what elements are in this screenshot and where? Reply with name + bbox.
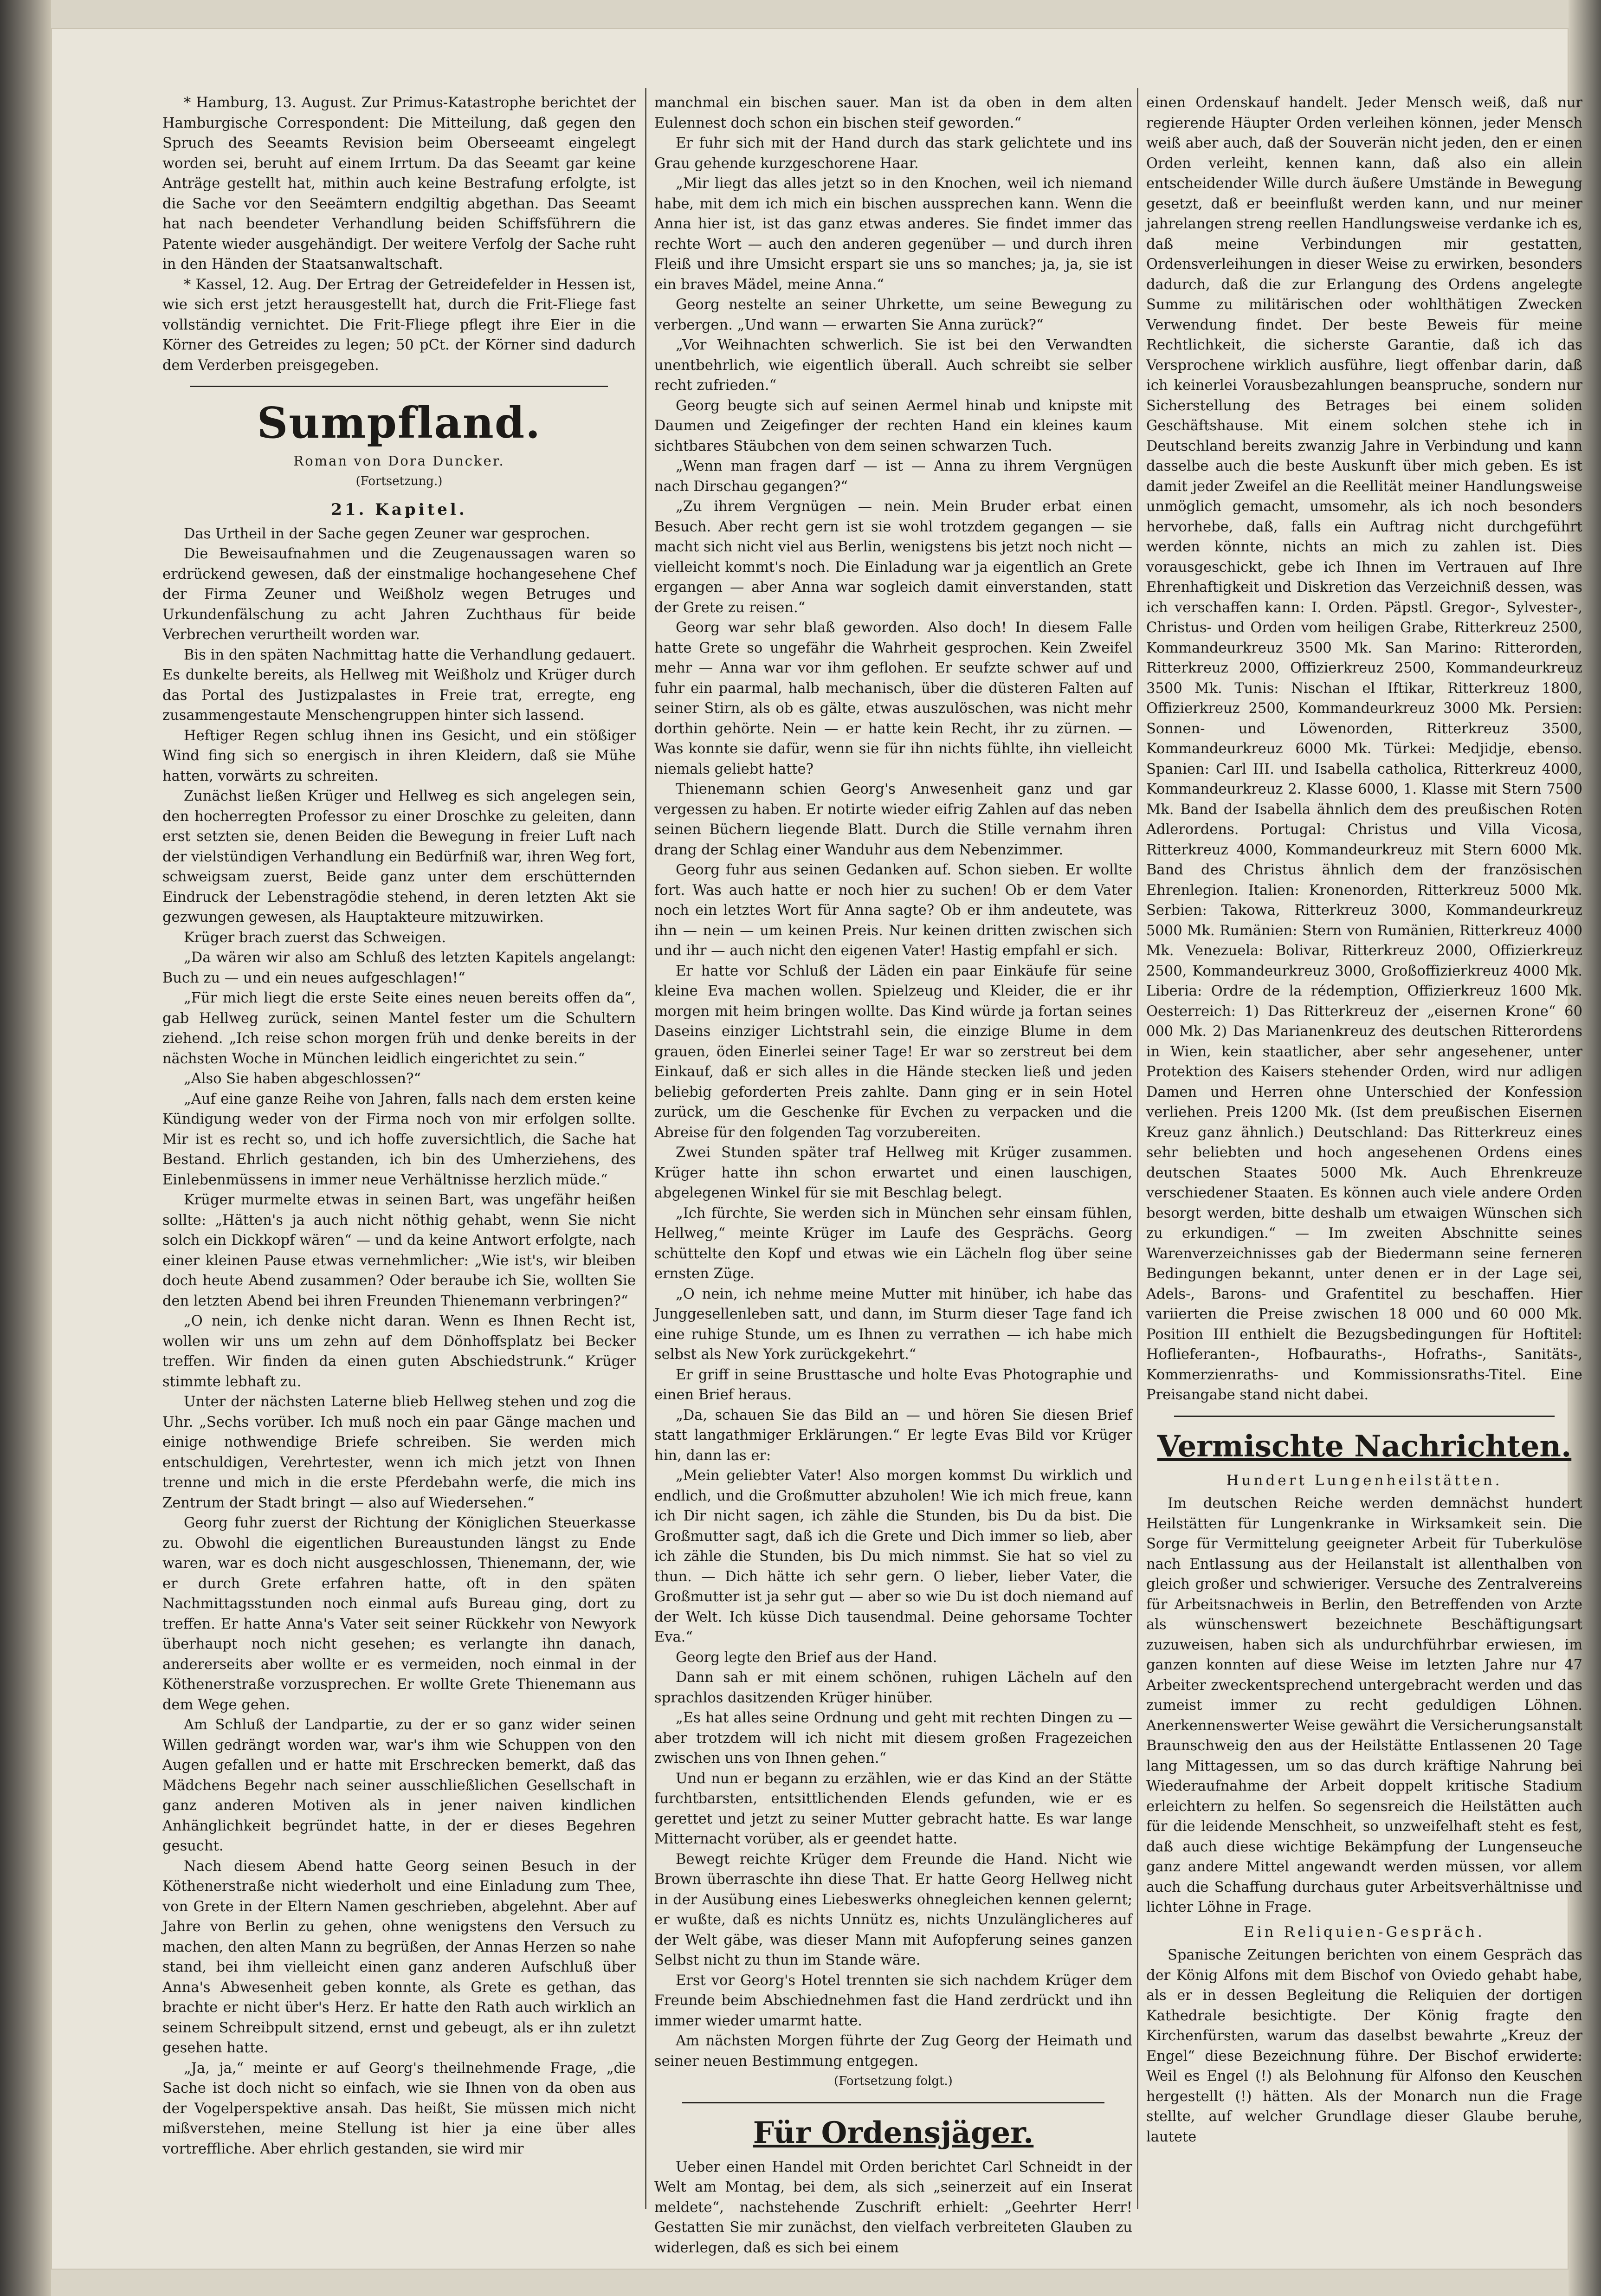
paragraph: Heftiger Regen schlug ihnen ins Gesicht, und ein stößiger Wind fing sich so energisch in ihren Kleidern, daß sie Mühe hatten, vorwärts zu schreiten. <box>162 727 636 784</box>
paragraph: Unter der nächsten Laterne blieb Hellweg stehen und zog die Uhr. „Sechs vorüber. Ich muß noch ein paar Gänge machen und einige nothwendige Briefe schreiben. Sie werden mich entschuldigen, Verehrtester, wenn ich mich jetzt von Ihnen trenne und mich in die erste Pferdebahn werfe, die mich ins Zentrum der Stadt bringt — also auf Wiedersehen.“ <box>162 1394 636 1511</box>
paragraph: Nach diesem Abend hatte Georg seinen Besuch in der Köthenerstraße nicht wiederholt und eine Einladung zum Thee, von Grete in der Eltern Namen geschrieben, abgelehnt. Aber auf Jahre von Berlin zu gehen, ohne wenigstens den Versuch zu machen, den alten Mann zu begrüßen, der Annas Herzen so nahe stand, bei ihm vielleicht einen ganz anderen Aufschluß über Anna's Abwesenheit geben konnte, als Grete es gethan, das brachte er nicht über's Herz. Er hatte den Rath auch wirklich an seinem Schreibpult sitzend, ernst und gebeugt, als er ihn zuletzt gesehen hatte. <box>162 1858 636 2056</box>
column-rule-1 <box>645 88 646 2209</box>
paragraph: „Zu ihrem Vergnügen — nein. Mein Bruder erbat einen Besuch. Aber recht gern ist sie wohl trotzdem gegangen — sie macht sich nicht viel aus Berlin, wenigstens bis jetzt noch nicht — vielleicht kommt's noch. Die Einladung war ja eigentlich an Grete ergangen — aber Anna war sogleich damit einverstanden, statt der Grete zu reisen.“ <box>654 498 1132 616</box>
paragraph: Georg fuhr zuerst der Richtung der Königlichen Steuerkasse zu. Obwohl die eigentlichen Bureaustunden längst zu Ende waren, war es doch nicht ausgeschlossen, Thienemann, der, wie er durch Grete erfahren hatte, oft in den späten Nachmittagsstunden noch einmal aufs Bureau ging, dort zu treffen. Er hatte Anna's Vater seit seiner Rückkehr von Newyork überhaupt noch nicht gesehen; es verlangte ihn danach, andererseits aber wollte er es vermeiden, noch einmal in der Köthenerstraße vorzusprechen. Er wollte Grete Thienemann aus dem Wege gehen. <box>162 1515 636 1713</box>
paragraph: Georg beugte sich auf seinen Aermel hinab und knipste mit Daumen und Zeigefinger der rechten Hand ein kleines kaum sichtbares Stäubchen von dem seinen schwarzen Tuch. <box>654 397 1132 454</box>
paragraph: „O nein, ich denke nicht daran. Wenn es Ihnen Recht ist, wollen wir uns um zehn auf dem Dönhoffsplatz bei Becker treffen. Wir finden da einen guten Abschiedstrunk.“ Krüger stimmte lebhaft zu. <box>162 1313 636 1390</box>
paragraph: Georg war sehr blaß geworden. Also doch! In diesem Falle hatte Grete so ungefähr die Wahrheit gesprochen. Kein Zweifel mehr — Anna war vor ihm geflohen. Er seufzte schwer auf und fuhr ein paarmal, halb mechanisch, über die düsteren Falten auf seiner Stirn, als ob es gälte, etwas auszulöschen, was nicht mehr dorthin gehörte. Nein — er hatte kein Recht, ihr zu zürnen. — Was konnte sie dafür, wenn sie für ihn nichts fühlte, ihn vielleicht niemals geliebt hatte? <box>654 620 1132 777</box>
paragraph: „Es hat alles seine Ordnung und geht mit rechten Dingen zu — aber trotzdem will ich nicht mit diesem großen Fragezeichen zwischen uns von Ihnen gehen.“ <box>654 1710 1132 1766</box>
paragraph: „Mein geliebter Vater! Also morgen kommst Du wirklich und endlich, und die Großmutter abzuholen! Wie ich mich freue, kann ich Dir nicht sagen, ich zähle die Stunden, bis Du da bist. Die Großmutter sagt, daß ich die Grete und Dich immer so lieb, aber ich zähle die Stunden, bis Du mich nimmst. Sie hat so viel zu thun. — Dich hätte ich sehr gern. O lieber, lieber Vater, die Großmutter ist ja sehr gut — aber so wie Du ist doch niemand auf der Welt. Ich küsse Dich tausendmal. Deine gehorsame Tochter Eva.“ <box>654 1468 1132 1645</box>
paragraph: Georg legte den Brief aus der Hand. <box>676 1649 937 1666</box>
paragraph: „Vor Weihnachten schwerlich. Sie ist bei den Verwandten unentbehrlich, wie eigentlich überall. Auch schreibt sie selber recht zufrieden.“ <box>654 337 1132 394</box>
column-1 <box>162 93 636 2209</box>
item-text: Im deutschen Reiche werden demnächst hundert Heilstätten für Lungenkranke in Wirksamkeit sein. Die Sorge für Vermittelung geeigneter Arbeit für Tuberkulöse nach Entlassung aus der Heilanstalt ist allenthalben von gleich großer und schwieriger. Versuche des Zentralvereins für Arbeitsnachweis in Berlin, den Betreffenden von Arzte als wünschenswert bezeichnete Beschäftigungsart zuzuweisen, haben sich als undurchführbar erwiesen, im ganzen konnten auf diese Weise im letzten Jahre nur 47 Arbeiter zweckentsprechend untergebracht werden und das zumeist immer zu recht geduldigen Löhnen. Anerkennenswerter Weise gewährt die Versicherungsanstalt Braunschweig den aus der Heilstätte Entlassenen 20 Tage lang Mittagessen, um so das durch kräftige Nahrung bei Wiederaufnahme der Arbeit doppelt kritische Stadium erleichtern zu helfen. So segensreich die Heilstätten auch für die leidende Menschheit, so unzweifelhaft steht es fest, daß auch diese wichtige Bekämpfung der Lungenseuche ganz andere Mittel angewandt werden müssen, vor allem auch die Schaffung durchaus guter Arbeitsverhältnisse und lichter Löhne in Frage. <box>1146 1495 1582 1915</box>
paragraph: Das Urtheil in der Sache gegen Zeuner war gesprochen. <box>184 525 590 542</box>
paragraph: „Ja, ja,“ meinte er auf Georg's theilnehmende Frage, „die Sache ist doch nicht so einfach, wie sie Ihnen von da oben aus der Vogelperspektive ansah. Das heißt, Sie müssen mich nicht mißverstehen, meine Stellung ist hier ja eine über alles vortreffliche. Aber ehrlich gestanden, sie wird mir <box>162 2060 636 2157</box>
paragraph: Krüger murmelte etwas in seinen Bart, was ungefähr heißen sollte: „Hätten's ja auch nicht nöthig gehabt, wenn Sie nicht solch ein Dickkopf wären“ — und da keine Antwort erfolgte, nach einer kleinen Pause etwas vernehmlicher: „Wie ist's, wir bleiben doch heute Abend zusammen? Oder beraube ich Sie, wollten Sie den letzten Abend bei ihren Freunden Thienemann verbringen?“ <box>162 1192 636 1309</box>
news-hamburg: * Hamburg, 13. August. Zur Primus-Katastrophe berichtet der Hamburgische Correspondent: Die Mitteilung, daß gegen den Spruch des Seeamts Revision beim Oberseeamt eingelegt worden sei, beruht auf einem Irrtum. Da das Seeamt gar keine Anträge gestellt hat, mithin auch keine Bestrafung erfolgte, ist die Sache vor den Seeämtern endgiltig abgethan. Das Seeamt hat nach beendeter Verhandlung beiden Schiffsführern die Patente wieder ausgehändigt. Der weitere Verfolg der Sache ruht in den Händen der Staatsanwaltschaft. <box>162 95 636 272</box>
paragraph: „Da, schauen Sie das Bild an — und hören Sie diesen Brief statt langathmiger Erklärungen.“ Er legte Evas Bild vor Krüger hin, dann las er: <box>654 1407 1132 1464</box>
section-divider <box>682 2102 1104 2103</box>
column-3 <box>1146 93 1582 2209</box>
news-kassel: * Kassel, 12. Aug. Der Ertrag der Getreidefelder in Hessen ist, wie sich erst jetzt herausgestellt hat, durch die Frit-Fliege fast vollständig vernichtet. Die Frit-Fliege pflegt ihre Eier in die Körner des Getreides zu legen; 50 pCt. der Körner sind dadurch dem Verderben preisgegeben. <box>162 276 636 374</box>
column-rule-2 <box>1137 88 1138 2209</box>
novel-title: Sumpfland. <box>257 398 542 448</box>
chapter-heading: 21. Kapitel. <box>331 500 467 519</box>
paragraph: „Ich fürchte, Sie werden sich in München sehr einsam fühlen, Hellweg,“ meinte Krüger im Laufe des Gesprächs. Georg schüttelte den Kopf und etwas wie ein Lächeln flog über seine ernsten Züge. <box>654 1205 1132 1282</box>
paragraph: Bis in den späten Nachmittag hatte die Verhandlung gedauert. Es dunkelte bereits, als Hellweg mit Weißholz und Krüger durch das Portal des Justizpalastes in Freie trat, erregte, eng zusammengestaute Menschengruppen hinter sich lassend. <box>162 647 636 724</box>
column-2 <box>654 93 1132 2256</box>
paragraph: Am nächsten Morgen führte der Zug Georg der Heimath und seiner neuen Bestimmung entgegen. <box>654 2033 1132 2070</box>
paragraph: „Also Sie haben abgeschlossen?“ <box>184 1071 421 1087</box>
item-text: Spanische Zeitungen berichten von einem Gespräch das der König Alfons mit dem Bischof von Oviedo gehabt habe, als er in dessen Begleitung die Reliquien der dortigen Kathedrale besichtigte. Der König fragte den Kirchenfürsten, warum das daselbst bewahrte „Kreuz der Engel“ diese Bezeichnung führe. Der Bischof erwiderte: Weil es Engel (!) als Belohnung für Alfonso den Keuschen hergestellt (!) hätten. Als der Monarch nun die Frage stellte, auf welcher Grundlage dieser Glaube beruhe, lautete <box>1146 1947 1582 2145</box>
section-title: Vermischte Nachrichten. <box>1157 1429 1572 1464</box>
paragraph: manchmal ein bischen sauer. Man ist da oben in dem alten Eulennest doch schon ein bischen steif geworden.“ <box>654 95 1132 131</box>
article-title: Für Ordensjäger. <box>753 2115 1034 2150</box>
paragraph: Thienemann schien Georg's Anwesenheit ganz und gar vergessen zu haben. Er notirte wieder eifrig Zahlen auf das neben seinen Büchern liegende Blatt. Durch die Stille vernahm ihren drang der Schlag einer Wanduhr aus dem Nebenzimmer. <box>654 781 1132 858</box>
paragraph: Er hatte vor Schluß der Läden ein paar Einkäufe für seine kleine Eva machen wollen. Spielzeug und Kleider, die er ihr morgen mit heim bringen wollte. Das Kind würde ja fortan seines Daseins einziger Lichtstrahl sein, die einzige Blume in dem grauen, öden Einerlei seiner Tage! Er war so zerstreut bei dem Einkauf, daß er sich alles in die Hände stecken ließ und jeden beliebig geforderten Preis zahlte. Dann ging er in sein Hotel zurück, um die Geschenke für Evchen zu verpacken und die Abreise für den folgenden Tag vorzubereiten. <box>654 963 1132 1141</box>
paragraph: „Da wären wir also am Schluß des letzten Kapitels angelangt: Buch zu — und ein neues aufgeschlagen!“ <box>162 950 636 986</box>
paragraph: einen Ordenskauf handelt. Jeder Mensch weiß, daß nur regierende Häupter Orden verleihen können, jeder Mensch weiß aber auch, daß der Souverän nicht jeden, den er einen Orden verleiht, kennen kann, daß also ein allein entscheidender Wille durch äußere Umstände in Bewegung gesetzt, daß er beeinflußt werden kann, und nur meiner jahrelangen streng reellen Handlungsweise verdanke ich es, daß meine Verbindungen mir gestatten, Ordensverleihungen in dieser Weise zu erwirken, besonders dadurch, daß die zur Erlangung des Ordens angelegte Summe zu militärischen oder wohlthätigen Zwecken Verwendung findet. Der beste Beweis für meine Rechtlichkeit, die sicherste Garantie, daß ich das Versprochene wirklich ausführe, liegt offenbar darin, daß ich keinerlei Vorausbezahlungen beanspruche, sondern nur Sicherstellung des Betrages bei einem soliden Geschäftshause. Mit einem solchen stehe ich in Deutschland bereits zwanzig Jahre in Verbindung und kann dasselbe auch die beste Auskunft über mich geben. Es ist damit jeder Zweifel an die Reellität meiner Handlungsweise unmöglich gemacht, umsomehr, als ich noch besonders hervorhebe, daß, falls ein Auftrag nicht durchgeführt werden könnte, nichts an mich zu zahlen ist. Dies vorausgeschickt, gebe ich Ihnen im Vertrauen auf Ihre Ehrenhaftigkeit und Diskretion das Verzeichniß dessen, was ich verschaffen kann: I. Orden. Päpstl. Gregor-, Sylvester-, Christus- und Orden vom heiligen Grabe, Ritterkreuz 2500, Kommandeurkreuz 3500 Mk. San Marino: Ritterorden, Ritterkreuz 2000, Offizierkreuz 2500, Kommandeurkreuz 3500 Mk. Tunis: Nischan el Iftikar, Ritterkreuz 1800, Offizierkreuz 2500, Kommandeurkreuz 3000 Mk. Persien: Sonnen- und Löwenorden, Ritterkreuz 3500, Kommandeurkreuz 6000 Mk. Türkei: Medjidje, ebenso. Spanien: Carl III. und Isabella catholica, Ritterkreuz 4000, Kommandeurkreuz 2. Klasse 6000, 1. Klasse mit Stern 7500 Mk. Band der Isabella ähnlich dem des preußischen Roten Adlerordens. Portugal: Christus und Villa Vicosa, Ritterkreuz 4000, Kommandeurkreuz mit Stern 6000 Mk. Band des Christus ähnlich dem der französischen Ehrenlegion. Italien: Kronenorden, Ritterkreuz 5000 Mk. Serbien: Takowa, Ritterkreuz 3000, Kommandeurkreuz 5000 Mk. Rumänien: Stern von Rumänien, Ritterkreuz 4000 Mk. Venezuela: Bolivar, Ritterkreuz 2000, Offizierkreuz 2500, Kommandeurkreuz 3000, Großoffizierkreuz 4000 Mk. Liberia: Ordre de la rédemption, Offizierkreuz 1600 Mk. Oesterreich: 1) Das Ritterkreuz der „eisernen Krone“ 60 000 Mk. 2) Das Marianenkreuz des deutschen Ritterordens in Wien, kein staatlicher, aber sehr angesehener, unter Protektion des Kaisers stehender Orden, wird nur adligen Damen und Herren ohne Unterschied der Konfession verliehen. Preis 1200 Mk. (Ist dem preußischen Eisernen Kreuz ganz ähnlich.) Deutschland: Das Ritterkreuz eines sehr beliebten und hoch angesehenen Ordens eines deutschen Staates 5000 Mk. Auch Ehrenkreuze verschiedener Staaten. Es können auch viele andere Orden besorgt werden, bitte deshalb um etwaigen Wünschen sich zu erkundigen.“ — Im zweiten Abschnitte seines Warenverzeichnisses gab der Biedermann seine ferneren Bedingungen bekannt, unter denen er in der Lage sei, Adels-, Barons- und Grafentitel zu beschaffen. Hier variierten die Preise zwischen 18 000 und 60 000 Mk. Position III enthielt die Bezugsbedingungen für Hoftitel: Hoflieferanten-, Hofbauraths-, Hofraths-, Sanitäts-, Kommerzienraths- und Kommissionsraths-Titel. Eine Preisangabe stand nicht dabei. <box>1146 95 1582 1403</box>
novel-author: Roman von Dora Duncker. <box>293 453 505 469</box>
paragraph: „O nein, ich nehme meine Mutter mit hinüber, ich habe das Junggesellenleben satt, und dann, im Sturm dieser Tage fand ich eine ruhige Stunde, um es Ihnen zu verrathen — ich habe mich selbst als New York zurückgekehrt.“ <box>654 1286 1132 1363</box>
to-be-continued: (Fortsetzung folgt.) <box>834 2074 953 2088</box>
newspaper-page <box>51 28 1582 2270</box>
paragraph: Erst vor Georg's Hotel trennten sie sich nachdem Krüger dem Freunde beim Abschiednehmen fast die Hand zerdrückt und ihn immer wieder umarmt hatte. <box>654 1972 1132 2029</box>
paragraph: Zwei Stunden später traf Hellweg mit Krüger zusammen. Krüger hatte ihn schon erwartet und einen lauschigen, abgelegenen Winkel für sie mit Beschlag belegt. <box>654 1145 1132 1201</box>
novel-continuation: (Fortsetzung.) <box>355 474 443 488</box>
paragraph: Er griff in seine Brusttasche und holte Evas Photographie und einen Brief heraus. <box>654 1366 1132 1403</box>
item-title: Ein Reliquien-Gespräch. <box>1244 1923 1485 1940</box>
paragraph: Die Beweisaufnahmen und die Zeugenaussagen waren so erdrückend gewesen, daß der einstmalige hochangesehene Chef der Firma Zeuner und Weißholz wegen Betruges und Urkundenfälschung zu acht Jahren Zuchthaus für beide Verbrechen verurtheilt worden war. <box>162 546 636 643</box>
paragraph: Ueber einen Handel mit Orden berichtet Carl Schneidt in der Welt am Montag, bei dem, als sich „seinerzeit auf ein Inserat meldete“, nachstehende Zuschrift erhielt: „Geehrter Herr! Gestatten Sie mir zunächst, den vielfach verbreiteten Glauben zu widerlegen, daß es sich bei einem <box>654 2159 1132 2256</box>
paragraph: „Mir liegt das alles jetzt so in den Knochen, weil ich niemand habe, mit dem ich mich ein bischen aussprechen kann. Wenn die Anna hier ist, ist das ganz etwas anderes. Sie findet immer das rechte Wort — auch den anderen gegenüber — und durch ihren Fleiß und ihre Umsicht erspart sie uns so manches; ja, ja, sie ist ein braves Mädel, meine Anna.“ <box>654 175 1132 293</box>
paragraph: Er fuhr sich mit der Hand durch das stark gelichtete und ins Grau gehende kurzgeschorene Haar. <box>654 135 1132 172</box>
paragraph: Dann sah er mit einem schönen, ruhigen Lächeln auf den sprachlos dasitzenden Krüger hinüber. <box>654 1669 1132 1706</box>
paragraph: Am Schluß der Landpartie, zu der er so ganz wider seinen Willen gedrängt worden war, war's ihm wie Schuppen von den Augen gefallen und er hatte mit Erschrecken bemerkt, daß das Mädchens Begehr nach seiner ausschließlichen Gesellschaft in ganz anderen Motiven als in jener naiven kindlichen Anhänglichkeit begründet hatte, in der er dieses Begehren gesucht. <box>162 1717 636 1854</box>
section-divider <box>190 386 608 387</box>
paragraph: Und nun er begann zu erzählen, wie er das Kind an der Stätte furchtbarsten, entsittlichenden Elends gefunden, wie er es gerettet und jetzt zu seiner Mutter gebracht hatte. Es war lange Mitternacht vorüber, als er geendet hatte. <box>654 1770 1132 1847</box>
paragraph: Zunächst ließen Krüger und Hellweg es sich angelegen sein, den hocherregten Professor zu einer Droschke zu geleiten, dann erst setzten sie, denen Beiden die Bewegung in freier Luft nach der vielstündigen Verhandlung ein Bedürfniß war, ihren Weg fort, schweigsam zuerst, Beide ganz unter dem erschütternden Eindruck der Lebenstragödie stehend, in deren letzten Akt sie gezwungen gewesen, als Hauptakteure mitzuwirken. <box>162 788 636 925</box>
paragraph: Krüger brach zuerst das Schweigen. <box>184 929 446 946</box>
paragraph: Georg nestelte an seiner Uhrkette, um seine Bewegung zu verbergen. „Und wann — erwarten Sie Anna zurück?“ <box>654 297 1132 333</box>
paragraph: „Auf eine ganze Reihe von Jahren, falls nach dem ersten keine Kündigung weder von der Firma noch von mir erfolgen sollte. Mir ist es recht so, und ich hoffe zuversichtlich, die Sache hat Bestand. Ehrlich gestanden, ich bin des Umherziehens, des Einlebenmüssens in immer neue Verhältnisse herzlich müde.“ <box>162 1091 636 1188</box>
section-divider <box>1174 1416 1555 1417</box>
paragraph: Georg fuhr aus seinen Gedanken auf. Schon sieben. Er wollte fort. Was auch hatte er noch hier zu suchen! Ob er dem Vater noch ein letztes Wort für Anna sagte? Ob er ihm andeutete, was ihn — nein — um keinen Preis. Nur keinen dritten zwischen sich und ihr — auch nicht den eigenen Vater! Hastig empfahl er sich. <box>654 862 1132 959</box>
paragraph: Bewegt reichte Krüger dem Freunde die Hand. Nicht wie Brown überraschte ihn diese That. Er hatte Georg Hellweg nicht in der Ausübung eines Liebeswerks ohnegleichen kennen gelernt; er wußte, daß es nichts Unnütz es, nichts Unzulänglicheres auf der Welt gäbe, was dieser Mann mit Aufopferung seines ganzen Selbst nicht zu thun im Stande wäre. <box>654 1851 1132 1968</box>
paragraph: „Wenn man fragen darf — ist — Anna zu ihrem Vergnügen nach Dirschau gegangen?“ <box>654 458 1132 495</box>
paragraph: „Für mich liegt die erste Seite eines neuen bereits offen da“, gab Hellweg zurück, seinen Mantel fester um die Schultern ziehend. „Ich reise schon morgen früh und denke bereits in der nächsten Woche in München leidlich eingerichtet zu sein.“ <box>162 990 636 1067</box>
binding-gutter <box>0 0 51 2296</box>
item-title: Hundert Lungenheilstätten. <box>1226 1472 1503 1489</box>
